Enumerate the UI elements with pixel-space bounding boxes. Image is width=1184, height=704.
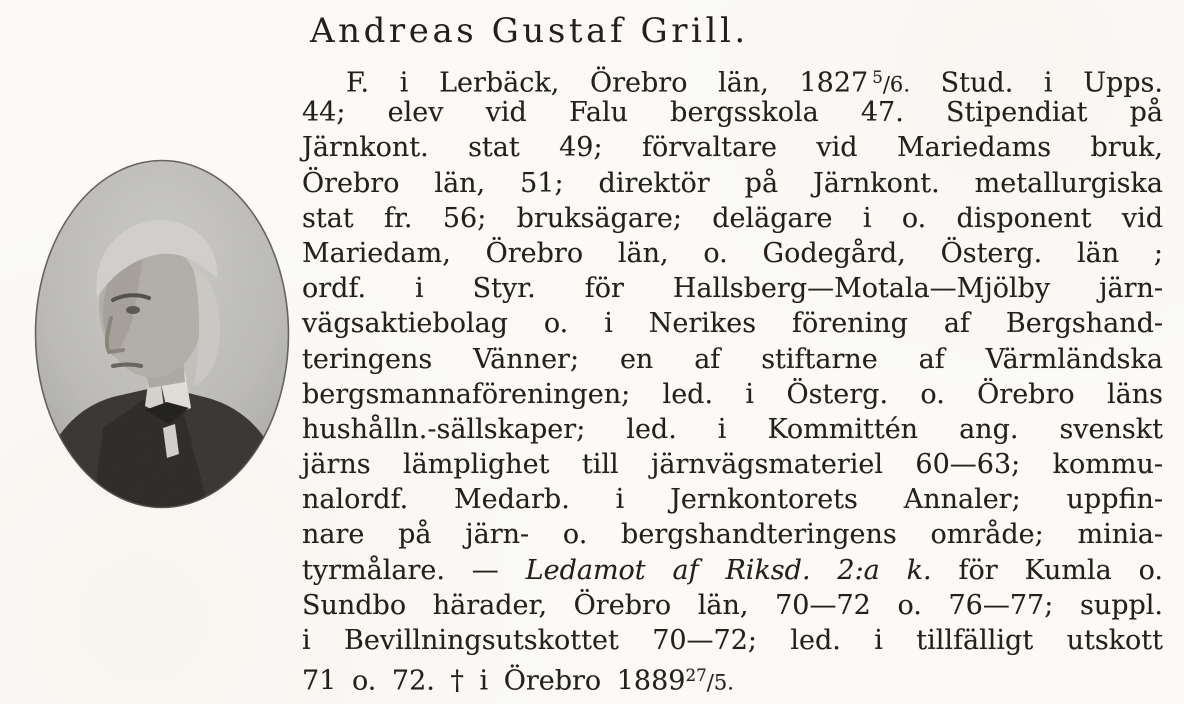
text-line (302, 447, 1163, 482)
line-text: nalordf. Medarb. i Jernkontorets Annaler; uppfin- (302, 484, 1163, 516)
line-text: teringens Vänner; en af stiftarne af Värmländska (302, 343, 1163, 375)
line-text: ordf. i Styr. för Hallsberg—Motala—Mjölby järn- (302, 273, 1163, 305)
text-line (302, 95, 1163, 130)
text-line (302, 658, 1163, 697)
text-line (302, 553, 1163, 588)
line-text: Järnkont. stat 49; förvaltare vid Mariedams bruk, (302, 132, 1163, 164)
line-text: Örebro län, 51; direktör på Järnkont. metallurgiska (302, 167, 1163, 199)
line-text: 44; elev vid Falu bergsskola 47. Stipendiat på (302, 97, 1163, 129)
line-text: F. i Lerbäck, Örebro län, 1827 (346, 67, 869, 99)
portrait-illustration (33, 158, 291, 510)
text-line (302, 412, 1163, 447)
text-line (302, 306, 1163, 341)
line-text: Sundbo härader, Örebro län, 70—72 o. 76—77; suppl. (302, 589, 1163, 621)
line-text: vägsaktiebolag o. i Nerikes förening af Bergshand- (302, 308, 1163, 340)
text-line (302, 623, 1163, 658)
line-text: i Bevillningsutskottet 70—72; led. i tillfälligt utskott (302, 625, 1163, 656)
text-line (302, 271, 1163, 306)
line-text: Stud. i Upps. (910, 67, 1163, 99)
line-text: Mariedam, Örebro län, o. Godegård, Österg. län ; (302, 237, 1163, 269)
text-line (302, 517, 1163, 552)
text-line (302, 236, 1163, 271)
line-text: nare på järn- o. bergshandteringens område; minia- (302, 519, 1163, 551)
text-line (302, 166, 1163, 201)
text-line (302, 377, 1163, 412)
date-fraction-denominator: /6. (882, 71, 911, 97)
date-fraction-denominator: /5. (706, 669, 734, 695)
biography-text-column (302, 0, 1164, 697)
line-text: hushålln.-sällskaper; led. i Kommittén ang. svenskt (302, 413, 1163, 445)
date-fraction-numerator: 5 (872, 67, 883, 87)
text-line (302, 342, 1163, 377)
line-text: järns lämplighet till järnvägsmateriel 60—63; kommu- (302, 449, 1163, 481)
biography-paragraph (302, 60, 1164, 697)
text-line (302, 60, 1163, 99)
text-line (302, 130, 1163, 165)
line-text: stat fr. 56; bruksägare; delägare i o. disponent vid (302, 202, 1163, 234)
riksdag-membership-italic: Ledamot af Riksd. 2:a k. (525, 554, 932, 586)
portrait-photo (33, 158, 291, 510)
date-fraction-numerator: 27 (685, 665, 707, 686)
line-text: tyrmålare. — (302, 554, 526, 586)
line-text: 71 o. 72. † i Örebro 1889 (302, 665, 686, 697)
text-line (302, 588, 1163, 623)
page-title: Andreas Gustaf Grill. (310, 11, 749, 51)
line-text: för Kumla o. (931, 554, 1164, 586)
text-line (302, 482, 1163, 517)
text-line (302, 201, 1163, 236)
line-text: bergsmannaföreningen; led. i Österg. o. Örebro läns (302, 378, 1163, 410)
